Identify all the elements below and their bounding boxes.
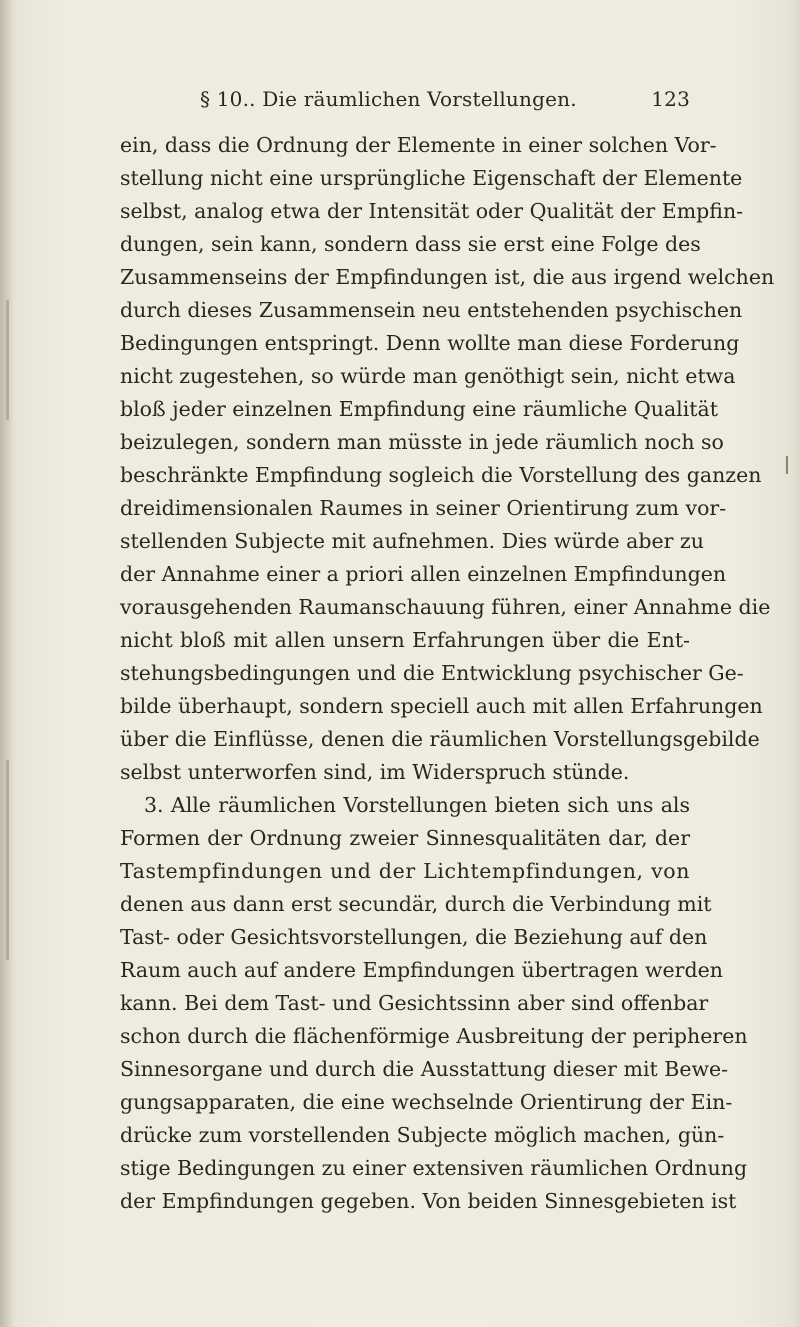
text-line: drücke zum vorstellenden Subjecte möglich machen, gün- — [120, 1123, 725, 1147]
text-line: nicht zugestehen, so würde man genöthigt sein, nicht etwa — [120, 364, 736, 388]
text-line: dreidimensionalen Raumes in seiner Orientirung zum vor- — [120, 496, 727, 520]
text-line: Bedingungen entspringt. Denn wollte man diese Forderung — [120, 331, 740, 355]
text-line: Sinnesorgane und durch die Ausstattung dieser mit Bewe- — [120, 1057, 729, 1081]
text-line: beschränkte Empfindung sogleich die Vorstellung des ganzen — [120, 463, 762, 487]
section-title: § 10.. Die räumlichen Vorstellungen. — [200, 87, 577, 111]
text-line: durch dieses Zusammensein neu entstehenden psychischen — [120, 298, 743, 322]
text-line: stellung nicht eine ursprüngliche Eigenschaft der Elemente — [120, 166, 743, 190]
text-line: selbst, analog etwa der Intensität oder Qualität der Empfin- — [120, 199, 744, 223]
text-line: stige Bedingungen zu einer extensiven räumlichen Ordnung — [120, 1156, 748, 1180]
margin-mark — [786, 456, 788, 474]
text-line: bilde überhaupt, sondern speciell auch mit allen Erfahrungen — [120, 694, 763, 718]
text-line: kann. Bei dem Tast- und Gesichtssinn aber sind offenbar — [120, 991, 709, 1015]
text-line: Tastempfindungen und der Lichtempfindungen, von — [120, 859, 690, 883]
text-line: Tast- oder Gesichtsvorstellungen, die Beziehung auf den — [120, 925, 708, 949]
text-line: über die Einflüsse, denen die räumlichen Vorstellungsgebilde — [120, 727, 760, 751]
text-line: bloß jeder einzelnen Empfindung eine räumliche Qualität — [120, 397, 718, 421]
text-line: beizulegen, sondern man müsste in jede räumlich noch so — [120, 430, 724, 454]
text-line: der Annahme einer a priori allen einzelnen Empfindungen — [120, 562, 727, 586]
text-line: stehungsbedingungen und die Entwicklung psychischer Ge- — [120, 661, 744, 685]
paragraph-start-line: 3. Alle räumlichen Vorstellungen bieten sich uns als — [144, 793, 690, 817]
text-line: dungen, sein kann, sondern dass sie erst eine Folge des — [120, 232, 701, 256]
running-header — [200, 84, 690, 114]
text-line: der Empfindungen gegeben. Von beiden Sinnesgebieten ist — [120, 1189, 737, 1213]
text-line: selbst unterworfen sind, im Widerspruch stünde. — [120, 760, 630, 784]
text-line: vorausgehenden Raumanschauung führen, einer Annahme die — [120, 595, 771, 619]
text-line: Formen der Ordnung zweier Sinnesqualitäten dar, der — [120, 826, 690, 850]
text-line: Raum auch auf andere Empfindungen übertragen werden — [120, 958, 723, 982]
page-edge-mark — [6, 760, 9, 960]
text-line: ein, dass die Ordnung der Elemente in einer solchen Vor- — [120, 133, 717, 157]
text-line: denen aus dann erst secundär, durch die Verbindung mit — [120, 892, 712, 916]
text-line: schon durch die flächenförmige Ausbreitung der peripheren — [120, 1024, 748, 1048]
page-edge-mark — [6, 300, 9, 420]
text-line: Zusammenseins der Empfindungen ist, die aus irgend welchen — [120, 265, 775, 289]
text-line: stellenden Subjecte mit aufnehmen. Dies würde aber zu — [120, 529, 704, 553]
text-line: gungsapparaten, die eine wechselnde Orientirung der Ein- — [120, 1090, 733, 1114]
text-line: nicht bloß mit allen unsern Erfahrungen über die Ent- — [120, 628, 690, 652]
binding-shadow — [0, 0, 14, 1327]
page-number: 123 — [651, 87, 690, 111]
